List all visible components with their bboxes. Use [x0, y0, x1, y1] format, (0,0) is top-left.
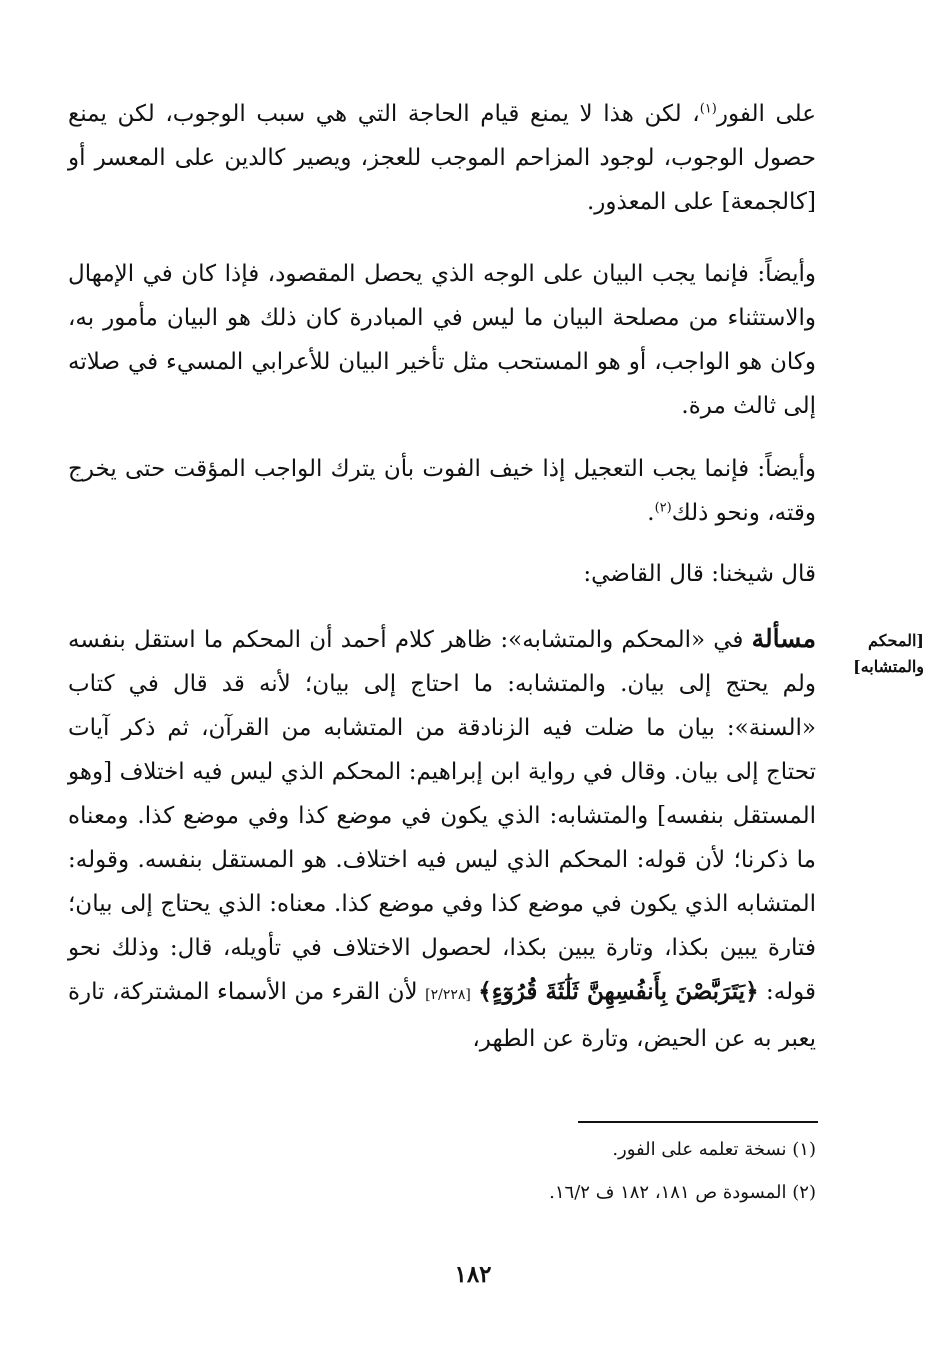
paragraph-5-text-start: في «المحكم والمتشابه»: ظاهر كلام أحمد أن المحكم ما استقل بنفسه ولم يحتج إلى بيان. والمتشابه: ما احتاج إلى بيان؛ لأنه قد قال في كتاب «السنة»: بيان ما ضلت فيه الزنادقة من المتشابه من القرآن، ثم ذكر آيات تحتاج إلى بيان. وقال في رواية ابن إبراهيم: المحكم الذي ليس فيه اختلاف [وهو المستقل بنفسه] والمتشابه: الذي يكون في موضع كذا وفي موضع كذا. ومعناه ما ذكرنا؛ لأن قوله: المحكم الذي ليس فيه اختلاف. هو المستقل بنفسه. وقوله: المتشابه الذي يكون في موضع كذا وفي موضع كذا. معناه: الذي يحتاج إلى بيان؛ فتارة يبين بكذا، وتارة يبين بكذا، لحصول الاختلاف في تأويله، قال: وذلك نحو قوله: — [68, 627, 816, 1005]
verse-reference: [٢/٢٢٨] — [425, 987, 471, 1003]
margin-heading-line-2: والمتشابه] — [853, 657, 924, 676]
paragraph-2-text: وأيضاً: فإنما يجب البيان على الوجه الذي يحصل المقصود، فإذا كان في الإمهال والاستثناء من مصلحة البيان ما ليس في المبادرة كان ذلك هو البيان مأمور به، وكان هو الواجب، أو هو المستحب مثل تأخير البيان للأعرابي المسيء في صلاته إلى ثالث مرة. — [68, 261, 816, 419]
paragraph-3-text-end: . — [647, 500, 655, 526]
paragraph-5 — [68, 617, 880, 1061]
footnote-divider — [578, 1121, 818, 1123]
footnote-2: (٢) المسودة ص ١٨١، ١٨٢ ف ١٦/٢. — [549, 1182, 816, 1203]
paragraph-1-text-end: ، لكن هذا لا يمنع قيام الحاجة التي هي سبب الوجوب، لكن يمنع حصول الوجوب، لوجود المزاحم الموجب للعجز، ويصير كالدين على المعسر أو [كالجمعة] على المعذور. — [68, 101, 816, 215]
issue-heading-word: مسألة — [751, 624, 816, 653]
paragraph-4-text: قال شيخنا: قال القاضي: — [583, 561, 816, 587]
paragraph-1-text-start: على الفور — [716, 101, 817, 127]
paragraph-4 — [68, 552, 880, 596]
paragraph-3 — [68, 447, 880, 535]
footnote-marker-2: (٢) — [654, 500, 672, 516]
paragraph-2 — [68, 252, 880, 428]
paragraph-1 — [68, 92, 816, 224]
quran-verse: ﴿يَتَرَبَّصْنَ بِأَنفُسِهِنَّ ثَلَٰثَةَ قُرُوٓءٍ﴾ — [478, 978, 759, 1005]
footnote-marker-1: (١) — [699, 101, 717, 117]
footnote-1: (١) نسخة تعلمه على الفور. — [612, 1139, 816, 1160]
paragraph-3-text-start: وأيضاً: فإنما يجب التعجيل إذا خيف الفوت بأن يترك الواجب المؤقت حتى يخرج وقته، ونحو ذلك — [68, 456, 816, 526]
paragraph-5-text-end: لأن القرء من الأسماء المشتركة، تارة يعبر به عن الحيض، وتارة عن الطهر، — [68, 979, 816, 1052]
page-number: ١٨٢ — [454, 1261, 492, 1288]
margin-heading — [824, 628, 924, 680]
margin-heading-line-1: [المحكم — [868, 631, 924, 650]
